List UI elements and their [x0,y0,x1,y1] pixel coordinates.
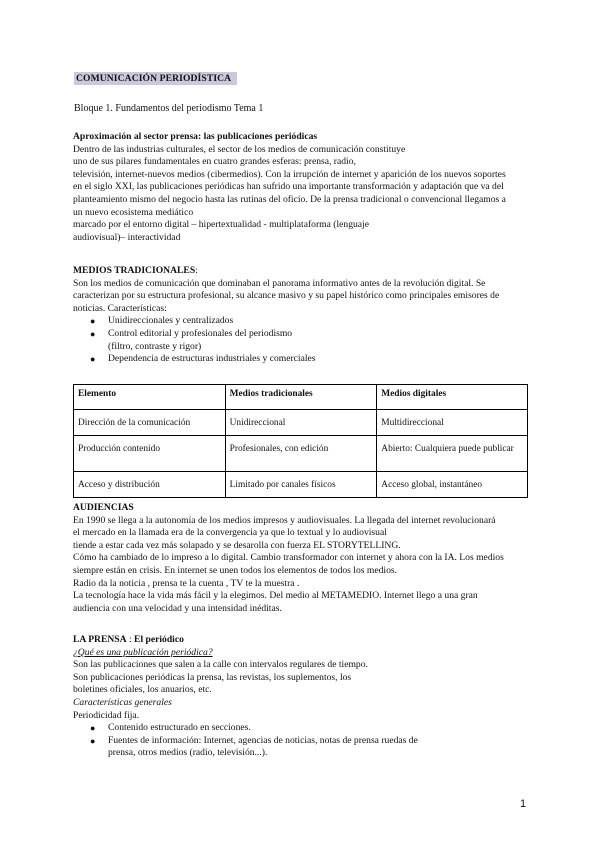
paragraph-line: el mercado en la llamada era de la convergencia ya que lo textual y lo audiovisual [73,527,387,539]
heading-separator: : [126,634,135,645]
document-title: COMUNICACIÓN PERIODÍSTICA [74,72,237,85]
table-header-cell: Elemento [74,385,226,410]
table-cell: Dirección de la comunicación [74,410,226,436]
paragraph-line: marcado por el entorno digital – hipertextualidad - multiplataforma (lenguaje [73,219,369,231]
page-number: 1 [520,798,527,810]
table-header-cell: Medios digitales [377,385,528,410]
table-row [74,410,528,436]
list-item: ● Fuentes de información: Internet, agencias de noticias, notas de prensa ruedas de [90,734,418,746]
paragraph-line: Son los medios de comunicación que dominaban el panorama informativo antes de la revolución digital. Se [73,277,486,289]
table-cell: Profesionales, con edición [225,436,377,472]
list-item: ● Unidireccionales y centralizados [90,315,234,327]
paragraph-line: Dentro de las industrias culturales, el sector de los medios de comunicación constituye [73,143,406,155]
table-cell: Limitado por canales físicos [225,472,377,498]
paragraph-line: televisión, internet-nuevos medios (cibermedios). Con la irrupción de internet y aparición de los nuevos soportes [73,168,506,180]
paragraph-line: La tecnología hace la vida más fácil y la elegimos. Del medio al METAMEDIO. Internet llego a una gran [73,590,478,602]
table-cell: Acceso y distribución [74,472,226,498]
paragraph-line: Son publicaciones periódicas la prensa, las revistas, los suplementos, los [73,671,352,683]
bullet-icon: ● [90,316,96,327]
question-line: ¿Qué es una publicación periódica? [73,646,213,658]
bullet-icon: ● [90,354,96,365]
bullet-icon: ● [90,328,96,339]
table-cell: Acceso global, instantáneo [377,472,528,498]
paragraph-line: siempre están en crisis. En internet se unen todos los elementos de todos los medios. [73,564,397,576]
list-item: ● Control editorial y profesionales del periodismo [90,327,293,339]
section-medios-tradicionales [73,265,528,366]
paragraph-line: tiende a estar cada vez más solapado y se desarolla con fuerza EL STORYTELLING. [73,539,401,551]
comparison-table [73,384,528,498]
table-row [74,436,528,472]
table-header-row [74,385,528,410]
document-subtitle: Bloque 1. Fundamentos del periodismo Tema 1 [74,103,264,114]
heading-colon: : [195,265,198,276]
paragraph-line: Periodicidad fija. [73,709,140,721]
paragraph-line: audiovisual)– interactividad [73,231,181,243]
section-subheading: El periódico [134,634,184,645]
list-item-continuation: prensa, otros medios (radio, televisión...). [108,747,268,759]
table-cell: Multidireccional [377,410,528,436]
table-cell: Unidireccional [225,410,377,436]
paragraph-line: uno de sus pilares fundamentales en cuatro grandes esferas: prensa, radio, [73,156,356,168]
bullet-icon: ● [90,735,96,746]
table-cell: Producción contenido [74,436,226,472]
paragraph-line: Radio da la noticia , prensa te la cuenta , TV te la muestra . [73,577,300,589]
list-item-continuation: (filtro, contraste y rigor) [108,340,202,352]
section-heading: LA PRENSA [73,634,127,645]
table-cell: Abierto: Cualquiera puede publicar [377,436,528,472]
table-row [74,472,528,498]
section-heading: Aproximación al sector prensa: las publicaciones periódicas [73,131,318,142]
section-aproximacion [73,131,528,244]
italic-subheading: Características generales [73,696,172,708]
paragraph-line: planteamiento mismo del negocio hasta las rutinas del oficio. De la prensa tradicional o convencional llegamos a [73,193,506,205]
paragraph-line: noticias. Características: [73,302,167,314]
section-audiencias [73,502,528,615]
list-item: ● Dependencia de estructuras industriales y comerciales [90,353,316,365]
paragraph-line: un nuevo ecosistema mediático [73,206,194,218]
paragraph-line: caracterizan por su estructura profesional, su alcance masivo y su papel histórico como principales emisores de [73,290,500,302]
paragraph-line: en el siglo XXI, las publicaciones periódicas han sufrido una importante transformación y adaptación que va del [73,181,504,193]
section-heading: MEDIOS TRADICIONALES [73,265,196,276]
paragraph-line: boletines oficiales, los anuarios, etc. [73,684,212,696]
bullet-icon: ● [90,723,96,734]
paragraph-line: En 1990 se llega a la autonomía de los medios impresos y audiovisuales. La llegada del internet revolucionará [73,514,496,526]
list-item: ● Contenido estructurado en secciones. [90,722,251,734]
section-la-prensa [73,634,528,760]
paragraph-line: Son las publicaciones que salen a la calle con intervalos regulares de tiempo. [73,659,368,671]
table-header-cell: Medios tradicionales [225,385,377,410]
section-heading: AUDIENCIAS [73,502,134,513]
paragraph-line: audiencia con una velocidad y una intensidad inéditas. [73,602,282,614]
paragraph-line: Cómo ha cambiado de lo impreso a lo digital. Cambio transformador con internet y ahora con la IA. Los medios [73,552,504,564]
